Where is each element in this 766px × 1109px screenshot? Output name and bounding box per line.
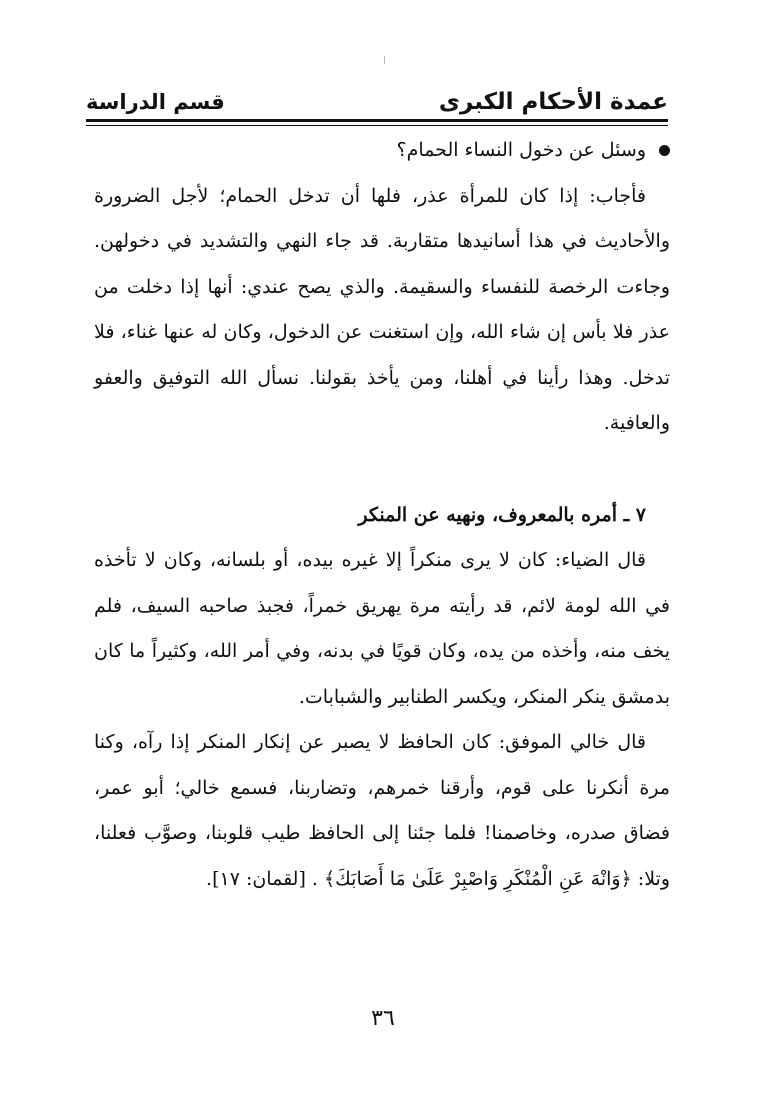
quran-verse: ﴿وَانْهَ عَنِ الْمُنْكَرِ وَاصْبِرْ عَلَىٰ مَا أَصَابَكَ﴾	[324, 867, 632, 890]
bullet-icon	[659, 145, 670, 156]
question-paragraph	[94, 128, 670, 174]
page-body	[94, 128, 670, 902]
running-header	[86, 82, 668, 120]
section-heading: ٧ ـ أمره بالمعروف، ونهيه عن المنكر	[358, 503, 646, 526]
header-rule-thin	[86, 125, 668, 126]
verse-citation: . [لقمان: ١٧].	[206, 867, 318, 890]
top-margin-mark	[384, 56, 385, 64]
question-text: وسئل عن دخول النساء الحمام؟	[396, 139, 646, 161]
header-section-title: قسم الدراسة	[86, 90, 225, 114]
header-book-title: عمدة الأحكام الكبرى	[438, 89, 668, 115]
paragraph-muwaffaq	[94, 720, 670, 902]
header-rule-thick	[86, 119, 668, 122]
paragraph-muwaffaq-text: قال خالي الموفق: كان الحافظ لا يصبر عن إنكار المنكر إذا رآه، وكنا مرة أنكرنا على قوم، وأرقنا خمرهم، وتضاربنا، فسمع خالي؛ أبو عمر، فضاق صدره، وخاصمنا! فلما جئنا إلى الحافظ طيب قلوبنا، وصوَّب فعلنا، وتلا:	[94, 731, 670, 890]
answer-paragraph: فأجاب: إذا كان للمرأة عذر، فلها أن تدخل الحمام؛ لأجل الضرورة والأحاديث في هذا أسانيدها متقاربة. قد جاء النهي والتشديد في دخولهن. وجاءت الرخصة للنفساء والسقيمة. والذي يصح عندي: أنها إذا دخلت من عذر فلا بأس إن شاء الله، وإن استغنت عن الدخول، وكان له عنها غناء، فلا تدخل. وهذا رأينا في أهلنا، ومن يأخذ بقولنا. نسأل الله التوفيق والعفو والعافية.	[94, 184, 670, 434]
page-number: ٣٦	[371, 1006, 395, 1031]
paragraph-diya: قال الضياء: كان لا يرى منكراً إلا غيره بيده، أو بلسانه، وكان لا تأخذه في الله لومة لائم، قد رأيته مرة يهريق خمراً، فجبذ صاحبه السيف، فلم يخف منه، وأخذه من يده، وكان قويًا في بدنه، وفي أمر الله، وكثيراً ما كان بدمشق ينكر المنكر، ويكسر الطنابير والشبابات.	[94, 549, 670, 708]
